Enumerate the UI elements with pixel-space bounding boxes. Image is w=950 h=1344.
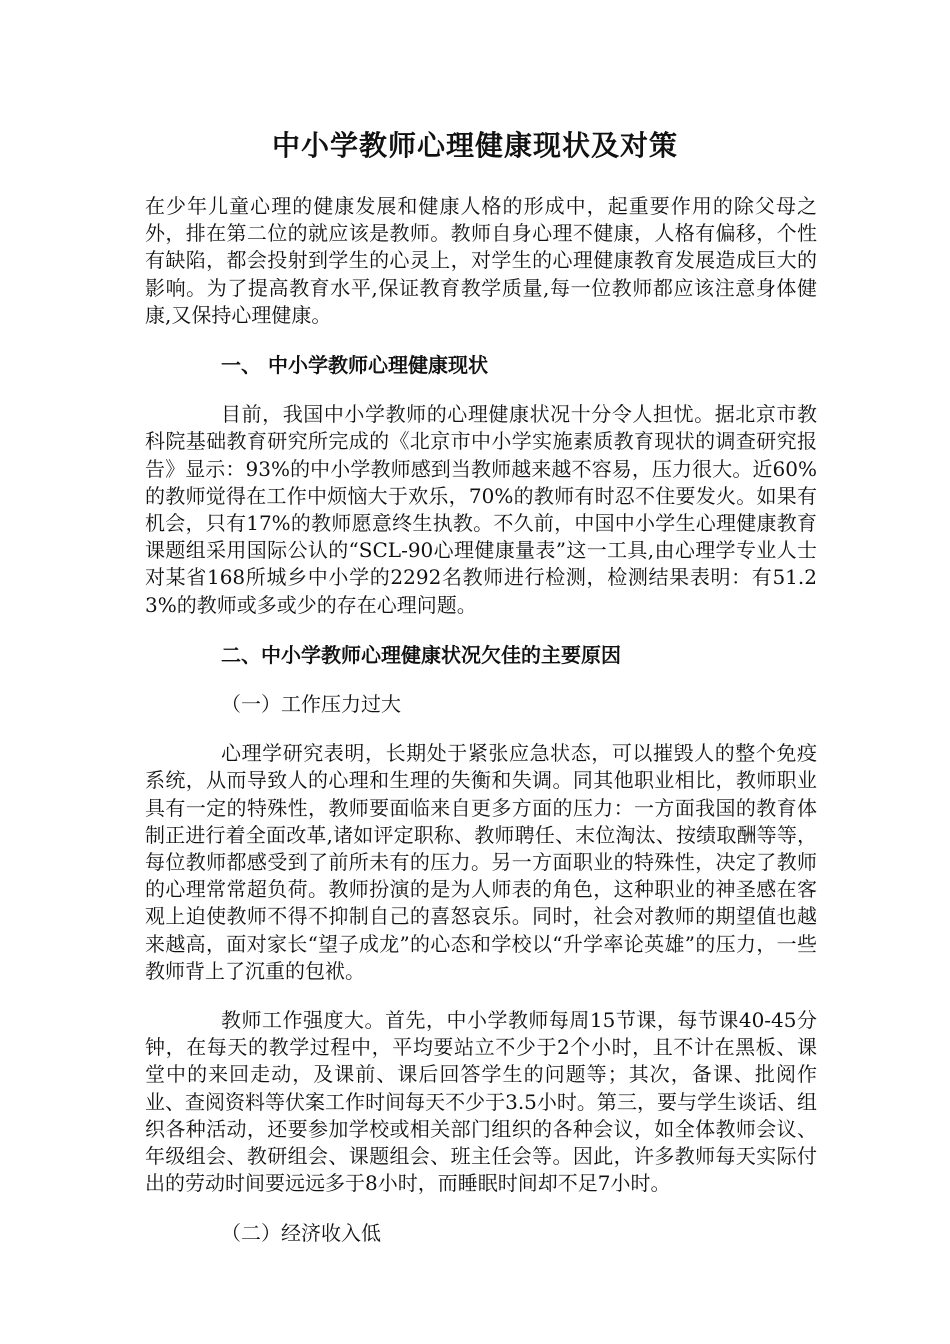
document-title: 中小学教师心理健康现状及对策 bbox=[271, 129, 678, 162]
intro-paragraph: 在少年儿童心理的健康发展和健康人格的形成中，起重要作用的除父母之外，排在第二位的就应该是教师。教师自身心理不健康，人格有偏移，个性有缺陷，都会投射到学生的心灵上，对学生的心理健康教育发展造成巨大的影响。为了提高教育水平,保证教育教学质量,每一位教师都应该注意身体健康,又保持心理健康。 bbox=[145, 194, 817, 327]
section1-heading: 一、 中小学教师心理健康现状 bbox=[221, 353, 488, 378]
section2-heading: 二、中小学教师心理健康状况欠佳的主要原因 bbox=[221, 642, 621, 667]
document-body bbox=[145, 193, 817, 1247]
section2-sub1-paragraph1: 心理学研究表明，长期处于紧张应急状态，可以摧毁人的整个免疫系统，从而导致人的心理和生理的失衡和失调。同其他职业相比，教师职业具有一定的特殊性，教师要面临来自更多方面的压力：一方面我国的教育体制正进行着全面改革,诸如评定职称、教师聘任、末位淘汰、按绩取酬等等，每位教师都感受到了前所未有的压力。另一方面职业的特殊性，决定了教师的心理常常超负荷。教师扮演的是为人师表的角色，这种职业的神圣感在客观上迫使教师不得不抑制自己的喜怒哀乐。同时，社会对教师的期望值也越来越高，面对家长“望子成龙”的心态和学校以“升学率论英雄”的压力，一些教师背上了沉重的包袱。 bbox=[145, 741, 817, 983]
section2-sub1-heading: （一）工作压力过大 bbox=[221, 692, 401, 717]
section1-paragraph: 目前，我国中小学教师的心理健康状况十分令人担忧。据北京市教科院基础教育研究所完成的《北京市中小学实施素质教育现状的调查研究报告》显示：93%的中小学教师感到当教师越来越不容易，压力很大。近60%的教师觉得在工作中烦恼大于欢乐，70%的教师有时忍不住要发火。如果有机会，只有17%的教师愿意终生执教。不久前，中国中小学生心理健康教育课题组采用国际公认的“SCL-90心理健康量表”这一工具,由心理学专业人士对某省168所城乡中小学的2292名教师进行检测，检测结果表明：有51.23%的教师或多或少的存在心理问题。 bbox=[145, 402, 817, 617]
section2-sub2-heading: （二）经济收入低 bbox=[221, 1220, 381, 1245]
section2-sub1-paragraph2: 教师工作强度大。首先，中小学教师每周15节课，每节课40-45分钟，在每天的教学过程中，平均要站立不少于2个小时，且不计在黑板、课堂中的来回走动，及课前、课后回答学生的问题等；其次，备课、批阅作业、查阅资料等伏案工作时间每天不少于3.5小时。第三，要与学生谈话、组织各种活动，还要参加学校或相关部门组织的各种会议，如全体教师会议、年级组会、教研组会、课题组会、班主任会等。因此，许多教师每天实际付出的劳动时间要远远多于8小时，而睡眠时间却不足7小时。 bbox=[145, 1008, 817, 1196]
